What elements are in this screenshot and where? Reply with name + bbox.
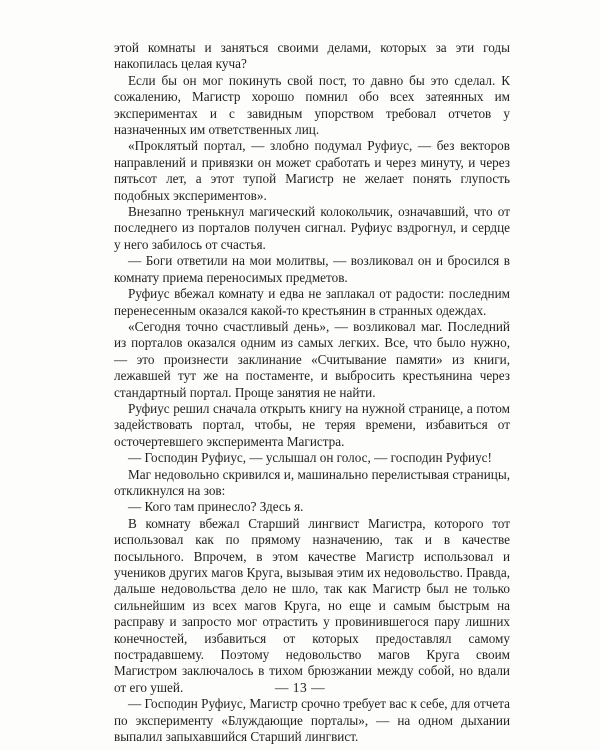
- paragraph-10: Маг недовольно скривился и, машинально перелистывая страницы, откликнулся на зов:: [114, 466, 510, 498]
- paragraph-8: Руфиус решил сначала открыть книгу на нужной странице, а потом задействовать портал, чтобы, не теряя времени, избавиться от осточертевшего эксперимента Магистра.: [114, 400, 510, 449]
- paragraph-11: — Кого там принесло? Здесь я.: [128, 499, 304, 515]
- paragraph-12: В комнату вбежал Старший лингвист Магистра, которого тот использовал как по прямому назначению, так и в качестве посыльного. Впрочем, в этом качестве Магистр использовал и учеников других магов Круга, вызывая этим их недовольство. Правда, дальше недовольства дело не шло, так как Магистр был не только сильнейшим из всех магов Круга, но еще и самым быстрым на расправу и запросто мог отрастить у провинившегося пару лишних конечностей, избавиться от которых предоставлял самому пострадавшему. Поэтому недовольство магов Круга своим Магистром заключалось в тихом брюзжании между собой, но вдали от его ушей.: [114, 515, 510, 695]
- page-body-text: [114, 40, 510, 745]
- paragraph-4: Внезапно тренькнул магический колокольчик, означавший, что от последнего из порталов получен сигнал. Руфиус вздрогнул, и сердце у него забилось от счастья.: [114, 204, 510, 252]
- paragraph-9: — Господин Руфиус, — услышал он голос, — господин Руфиус!: [128, 450, 492, 466]
- paragraph-3: «Проклятый портал, — злобно подумал Руфиус, — без векторов направлений и привязки он может сработать и через минуту, и через пятьсот лет, а этот тупой Магистр не желает понять глупость подобных экспериментов».: [114, 138, 510, 203]
- paragraph-1: этой комнаты и заняться своими делами, которых за эти годы накопилась целая куча?: [114, 40, 510, 72]
- paragraph-7: «Сегодня точно счастливый день», — возликовал маг. Последний из порталов оказался одним из самых легких. Все, что было нужно, — это произнести заклинание «Считывание памяти» из книги, лежавшей тут же на постаменте, и выбросить крестьянина через стандартный портал. Проще занятия не найти.: [114, 318, 510, 400]
- paragraph-6: Руфиус вбежал комнату и едва не заплакал от радости: последним перенесенным оказался какой-то крестьянин в странных одеждах.: [114, 286, 510, 318]
- paragraph-13: — Господин Руфиус, Магистр срочно требует вас к себе, для отчета по эксперименту «Блуждающие порталы», — на одном дыхании выпалил запыхавшийся Старший лингвист.: [114, 696, 510, 745]
- paragraph-2: Если бы он мог покинуть свой пост, то давно бы это сделал. К сожалению, Магистр хорошо помнил обо всех затеянных им экспериментах и с завидным упорством требовал отчетов у назначенных им ответственных лиц.: [114, 72, 510, 138]
- page-number: — 13 —: [274, 680, 326, 695]
- paragraph-5: — Боги ответили на мои молитвы, — возликовал он и бросился в комнату приема переносимых предметов.: [114, 253, 510, 285]
